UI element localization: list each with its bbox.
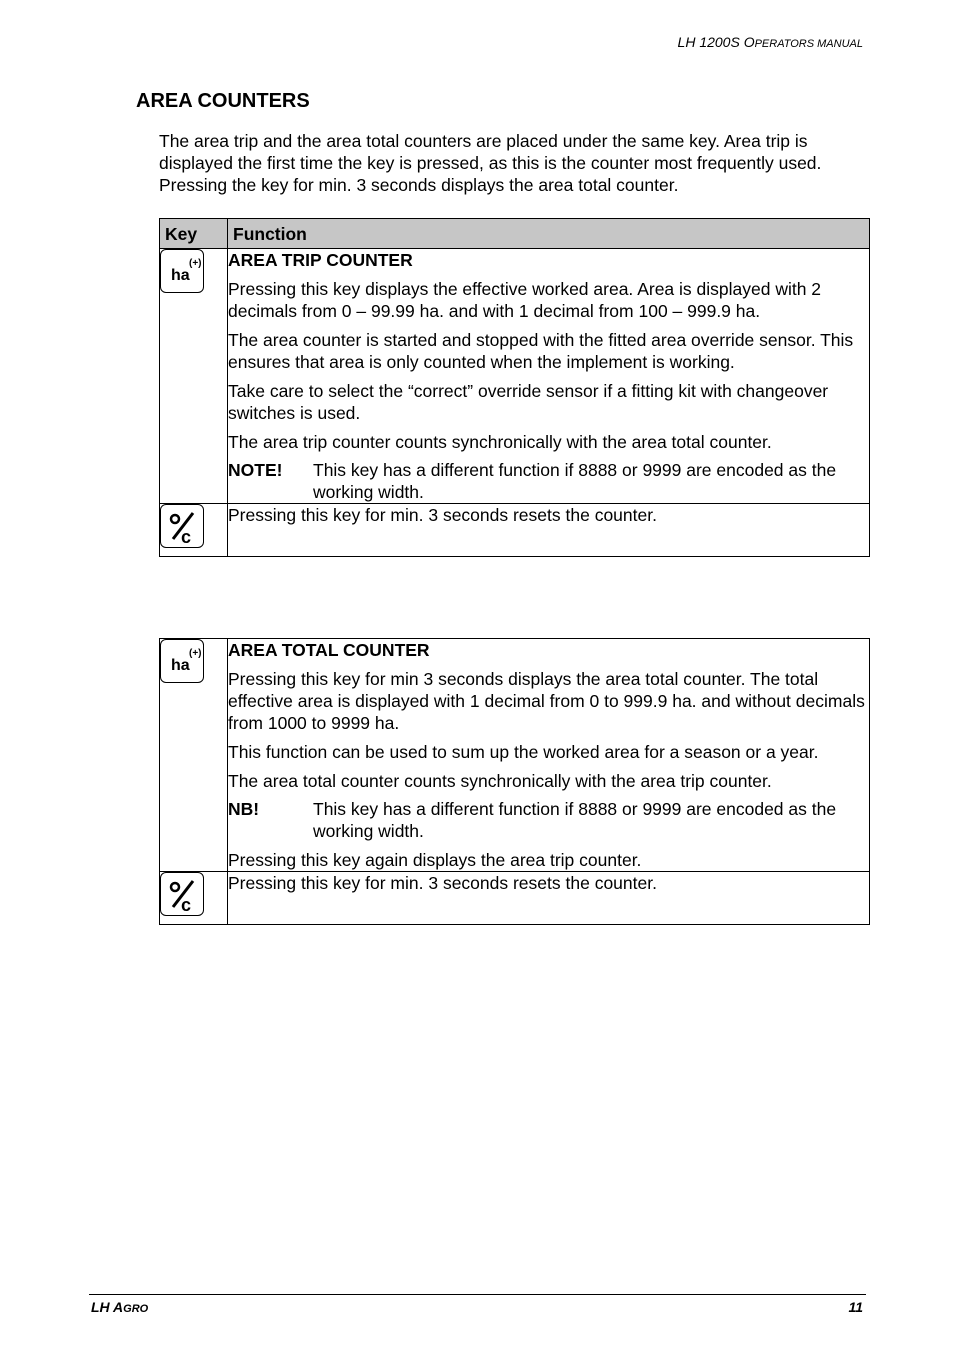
page-number: 11 bbox=[848, 1299, 863, 1315]
function-text: Pressing this key for min. 3 seconds resets the counter. bbox=[228, 504, 870, 557]
function-paragraph: Pressing this key displays the effective worked area. Area is displayed with 2 decimals from 0 – 99.99 ha. and with 1 decimal from 100 – 999.9 ha. bbox=[228, 279, 822, 321]
table-header-row bbox=[160, 219, 870, 249]
key-function-table-total bbox=[159, 638, 870, 925]
note bbox=[228, 798, 869, 842]
header-title-smallcaps: PERATORS MANUAL bbox=[754, 38, 863, 50]
running-header bbox=[678, 34, 863, 50]
header-title-main: LH 1200S O bbox=[677, 34, 755, 50]
function-paragraph: The area total counter counts synchronically with the area trip counter. bbox=[228, 771, 772, 791]
note bbox=[228, 459, 869, 503]
function-title: AREA TRIP COUNTER bbox=[228, 250, 413, 270]
footer-rule bbox=[89, 1294, 866, 1295]
svg-text:(+): (+) bbox=[189, 648, 202, 659]
svg-text:(+): (+) bbox=[189, 258, 202, 269]
percent-reset-key-icon bbox=[160, 504, 204, 548]
note-label: NOTE! bbox=[228, 460, 283, 480]
function-paragraph: Take care to select the “correct” override sensor if a fitting kit with changeover switches is used. bbox=[228, 381, 829, 423]
key-function-table-trip bbox=[159, 218, 870, 557]
column-header-key: Key bbox=[160, 219, 228, 249]
intro-paragraph: The area trip and the area total counters are placed under the same key. Area trip is displayed the first time the key is pressed, as this is the counter most frequently used. Pressing the key for min. 3 seconds displays the area total counter. bbox=[159, 131, 822, 195]
column-header-function: Function bbox=[228, 219, 870, 249]
svg-text:c: c bbox=[181, 895, 192, 915]
note-label: NB! bbox=[228, 799, 260, 819]
function-paragraph: Pressing this key again displays the area trip counter. bbox=[228, 850, 642, 870]
function-paragraph: The area counter is started and stopped with the fitted area override sensor. This ensures that area is only counted when the implement is working. bbox=[228, 330, 854, 372]
function-paragraph: This function can be used to sum up the worked area for a season or a year. bbox=[228, 742, 819, 762]
footer-brand bbox=[91, 1299, 148, 1315]
svg-text:ha: ha bbox=[171, 267, 190, 284]
svg-text:c: c bbox=[181, 527, 192, 547]
section-title: AREA COUNTERS bbox=[136, 90, 310, 112]
svg-text:ha: ha bbox=[171, 657, 190, 674]
function-paragraph: The area trip counter counts synchronically with the area total counter. bbox=[228, 432, 772, 452]
table-row bbox=[160, 504, 870, 557]
ha-key-icon bbox=[160, 639, 204, 683]
footer-brand-smallcaps: GRO bbox=[123, 1303, 149, 1315]
note-text: This key has a different function if 8888 or 9999 are encoded as the working width. bbox=[313, 799, 837, 841]
function-title: AREA TOTAL COUNTER bbox=[228, 640, 430, 660]
table-row bbox=[160, 639, 870, 872]
ha-key-icon bbox=[160, 249, 204, 293]
note-text: This key has a different function if 8888 or 9999 are encoded as the working width. bbox=[313, 460, 837, 502]
function-paragraph: Pressing this key for min 3 seconds displays the area total counter. The total effective area is displayed with 1 decimal from 0 to 999.9 ha. and without decimals from 1000 to 9999 ha. bbox=[228, 669, 865, 733]
table-row bbox=[160, 249, 870, 504]
footer-brand-main: LH A bbox=[91, 1299, 124, 1315]
function-text: Pressing this key for min. 3 seconds resets the counter. bbox=[228, 872, 870, 925]
percent-reset-key-icon bbox=[160, 872, 204, 916]
table-row bbox=[160, 872, 870, 925]
